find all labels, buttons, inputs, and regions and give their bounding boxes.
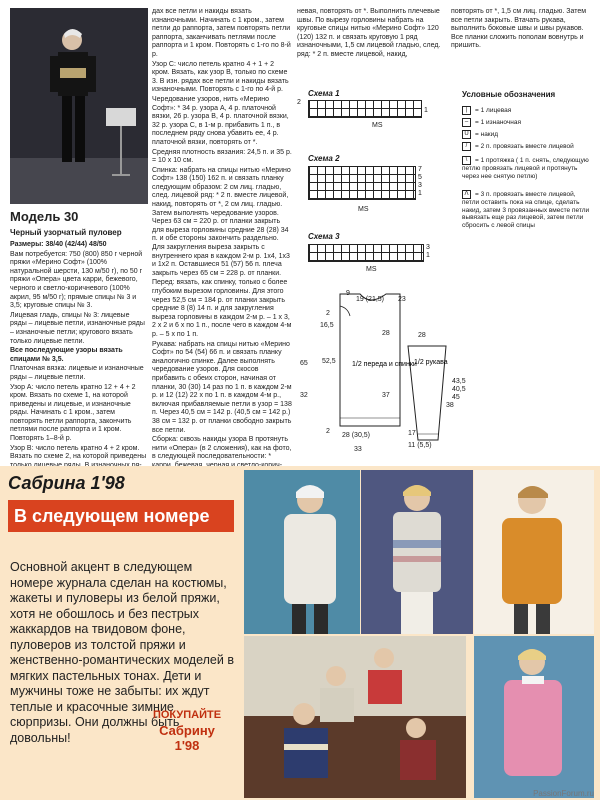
legend-symbol: / bbox=[462, 142, 471, 151]
instruction-paragraph: невая, повторять от *. Выполнить плечевые швы. По вырезу горловины набрать на круговые спицы нитью «Мерино Софт» 120 (120) 132 п. и связать круговую 1 ряд изнаночными, 1,5 см лицевой гладью, след. ряд: * 2 п. вместе лицевой, накид, bbox=[297, 8, 441, 58]
model-figure-image bbox=[10, 8, 148, 204]
legend-item bbox=[462, 106, 590, 115]
legend-text: = 1 протяжка ( 1 п. снять, следующую петлю провязать лицевой и протянуть через нее снятую петлю) bbox=[462, 157, 589, 180]
sleeve-pattern bbox=[400, 340, 450, 458]
instruction-paragraph: Чередование узоров, нить «Мерино Софт»: * 34 р. узора А, 4 р. платочной вязки, 26 р. узора В, 4 р. платочной вязки, 32 р. узора С, в 1-м р. прибавить 1 п., в последнем ряду снова убавить ее, 4 р. платочной вязки, повторять от *. bbox=[152, 95, 289, 146]
pattern-dimension: 38 bbox=[446, 402, 454, 409]
legend-item bbox=[462, 190, 590, 229]
instruction-paragraph: Спинка: набрать на спицы нитью «Мерино Софт» 138 (150) 162 п. и связать планку следующим образом: 2 см лиц. гладью, след. лицевой ряд: * 2 п. вместе лицевой, накид, повторять от *, 2 см лиц. гладью. Затем выполнять чередование узоров. Через 63 см = 220 р. от планки закрыть для выреза горловины средние 28 (28) 34 п. и обе стороны закончить раздельно. Для закругления выреза закрыть с внутреннего края в каждом 2-м р. 1х4, 1х3 и 1х2 п. Оставшиеся 51 (57) 56 п. плеча закрыть через 65 см = 228 р. от планки. bbox=[152, 166, 291, 277]
photo-family-knitwear bbox=[244, 636, 466, 798]
instruction-paragraph: Перед: вязать, как спинку, только с более глубоким вырезом горловины. Для этого через 52,5 см = 184 р. от планки закрыть средние 8 (8) 14 п. и для закругления выреза горловины в каждом 2-м р. – 1 х 3, 2 х 2 и 6 х по 1 п., после чего в каждом 4-м р. – 5 х по 1 п. bbox=[152, 279, 292, 338]
scheme-row-number: 3 bbox=[426, 244, 430, 251]
buy-callout-line: Сабрину bbox=[159, 723, 215, 738]
model-paragraph: Узор В: число петель кратно 4 + 2 кром. Вязать по схеме 2, на которой приведены bbox=[10, 444, 147, 461]
instruction-paragraph: Средняя плотность вязания: 24,5 п. и 35 р. = 10 х 10 см. bbox=[152, 148, 292, 165]
legend-item bbox=[462, 130, 590, 139]
instruction-paragraph: Рукава: набрать на спицы нитью «Мерино Софт» по 54 (54) 66 п. и связать планку аналогично спинке. Далее выполнять чередование узоров. Для скосов прибавить с обеих сторон, начиная от планки, 30 (30) 14 раз по 1 п. в каждом 2-м р. и 12 (12) 22 х по 1 п. в каждом 4-м р., включая прибавляемые петли в узор = 138 п. Через 40,5 см = 142 р. (40,5 см = 142 р.) 38 см = 132 р. от планки свободно закрыть все петли. bbox=[152, 340, 292, 434]
legend-text: = 3 п. провязать вместе лицевой, петли оставить пока на спице, сделать накид, затем 3 провязанных вместе петли вывязать еще раз лицевой, затем петли сбросить с левой спицы bbox=[462, 191, 590, 229]
scheme-row-number: 1 bbox=[418, 190, 422, 197]
pattern-dimension: 32 bbox=[300, 392, 308, 399]
next-issue-banner: В следующем номере bbox=[8, 500, 234, 532]
model-paragraph: Лицевая гладь, спицы № 3: лицевые ряды – лицевые петли, изнаночные ряды – изнаночные петли; кругового вязать только лицевые петли. bbox=[10, 311, 145, 345]
scheme-2-label: Схема 2 bbox=[308, 154, 340, 163]
sleeve-pattern-label: 1/2 рукава bbox=[414, 359, 448, 366]
model-paragraph: Все последующие узоры вязать спицами № 3,5. bbox=[10, 347, 123, 363]
pattern-dimension: 28 bbox=[382, 330, 390, 337]
scheme-1-label: Схема 1 bbox=[308, 89, 340, 98]
buy-callout-line: 1'98 bbox=[174, 738, 200, 753]
instruction-paragraph: Узор С: число петель кратно 4 + 1 + 2 кром. Вязать, как узор В, только по схеме 3. В изн. рядах все петли и накиды вязать изнаночными. Повторять с 1-го по 4-й р. bbox=[152, 60, 289, 94]
legend-item bbox=[462, 156, 590, 180]
pattern-dimension: 43,5 bbox=[452, 378, 466, 385]
instruction-paragraph: дах все петли и накиды вязать изнаночными. Начинать с 1 кром., затем петли до раппорта, затем повторять петли раппорта, заканчивать петлями после раппорта и 1 кром. Повторять с 1-го по 8-й р. bbox=[152, 8, 291, 58]
pattern-dimension: 17 bbox=[408, 430, 416, 437]
scheme-2-grid bbox=[308, 166, 416, 200]
scheme-3-label: Схема 3 bbox=[308, 232, 340, 241]
legend-text: = накид bbox=[475, 131, 499, 139]
instructions-column bbox=[152, 8, 292, 471]
legend-symbol: | bbox=[462, 106, 471, 115]
pattern-dimension: 52,5 bbox=[322, 358, 336, 365]
photo-jacquard-pullover bbox=[361, 470, 473, 634]
pattern-dimension: 23 bbox=[398, 296, 406, 303]
scheme-row-number: 1 bbox=[426, 252, 430, 259]
pattern-dimension: 28 bbox=[418, 332, 426, 339]
legend-symbol: \ bbox=[462, 156, 471, 165]
scheme-3-grid bbox=[308, 244, 424, 262]
legend-symbol: – bbox=[462, 118, 471, 127]
legend-item bbox=[462, 118, 590, 127]
scheme-3-ms: MS bbox=[366, 266, 377, 273]
legend-text: = 1 изнаночная bbox=[475, 119, 522, 127]
instructions-column-4 bbox=[451, 8, 593, 52]
next-issue-description: Основной акцент в следующем номере журнала сделан на костюмы, жакеты и пуловеры из белой пряжи, хотя не обошлось и без пестрых жаккардов на твидовом фоне, пуловеров из толстой пряжи и женственно-романтических моделей в мягких пастельных тонах. Дети и мужчины тоже не забыты: их ждут теплые и красочные зимние сюрпризы. Они должны быть довольны! bbox=[10, 560, 234, 745]
legend-item bbox=[462, 142, 590, 151]
legend-title: Условные обозначения bbox=[462, 90, 556, 99]
scheme-1-ms: MS bbox=[372, 122, 383, 129]
legend-text: = 1 лицевая bbox=[475, 107, 512, 115]
pattern-dimension: 2 bbox=[326, 428, 330, 435]
legend-symbol: Λ bbox=[462, 190, 471, 199]
instructions-column-3 bbox=[297, 8, 447, 61]
pattern-dimension: 2 bbox=[326, 310, 330, 317]
buy-callout-line: ПОКУПАЙТЕ bbox=[152, 709, 222, 721]
pattern-dimension: 28 (30,5) bbox=[342, 432, 371, 439]
model-description bbox=[10, 208, 148, 471]
model-title: Модель 30 bbox=[10, 209, 79, 224]
model-subtitle: Черный узорчатый пуловер bbox=[10, 228, 122, 237]
model-paragraph: Вам потребуется: 750 (800) 850 г черной пряжи «Мерино Софт» (100% натуральной шерсти, 130 м/50 г), по 50 г пряжи «Опера» цвета карри, бежевого, черного и светло-коричневого (100% акрил, 95 м/50 г); прямые спицы № 3 и 3,5; круговые спицы № 3. bbox=[10, 250, 143, 310]
photo-white-sweater bbox=[244, 470, 360, 634]
scheme-row-number: 5 bbox=[418, 174, 422, 181]
pattern-dimension: 19 (21,5) bbox=[356, 296, 385, 303]
front-pattern-label: 1/2 переда и спинки bbox=[352, 361, 417, 368]
model-paragraph: Узор А: число петель кратно 12 + 4 + 2 кром. Вязать по схеме 1, на которой приведены и лицевые, и изнаночные ряды. Начинать с 1 кром., затем повторять петли раппорта, закончить петлями после раппорта и 1 кром. Повторять 1–8-й р. bbox=[10, 383, 136, 443]
model-photo bbox=[10, 8, 148, 204]
pattern-dimension: 40,5 bbox=[452, 386, 466, 393]
scheme-row-number: 3 bbox=[418, 182, 422, 189]
scheme-row-number: 1 bbox=[424, 107, 428, 114]
pattern-dimension: 16,5 bbox=[320, 322, 334, 329]
instruction-paragraph: повторять от *, 1,5 см лиц. гладью. Затем все петли закрыть. Втачать рукава, выполнить боковые швы и швы рукавов. Все планки сложить пополам вовнутрь и пришить. bbox=[451, 8, 587, 50]
legend-symbol: U bbox=[462, 130, 471, 139]
scheme-row-number: 2 bbox=[297, 99, 301, 106]
watermark: PassionForum.ru bbox=[533, 789, 594, 798]
instruction-paragraph: Сборка: сквозь накиды узора В протянуть нити «Опера» (в 2 сложения), как на фото, в следующей последовательности: * bbox=[152, 436, 292, 461]
photo-pink-pullover bbox=[474, 636, 594, 798]
buy-callout bbox=[138, 708, 236, 753]
pattern-dimension: 65 bbox=[300, 360, 308, 367]
legend-text: = 2 п. провязать вместе лицевой bbox=[475, 143, 574, 151]
magazine-brand: Сабрина 1'98 bbox=[8, 473, 125, 493]
photo-orange-pullover bbox=[474, 470, 594, 634]
pattern-dimension: 33 bbox=[354, 446, 362, 453]
scheme-2-ms: MS bbox=[358, 206, 369, 213]
pattern-dimension: 11 (5,5) bbox=[408, 442, 432, 449]
scheme-1-grid bbox=[308, 100, 422, 118]
model-sizes: Размеры: 38/40 (42/44) 48/50 bbox=[10, 241, 107, 248]
pattern-dimension: 9 bbox=[346, 290, 350, 297]
pattern-dimension: 37 bbox=[382, 392, 390, 399]
pattern-dimension: 45 bbox=[452, 394, 460, 401]
scheme-row-number: 7 bbox=[418, 166, 422, 173]
model-paragraph: Платочная вязка: лицевые и изнаночные ряды – лицевые петли. bbox=[10, 365, 144, 381]
